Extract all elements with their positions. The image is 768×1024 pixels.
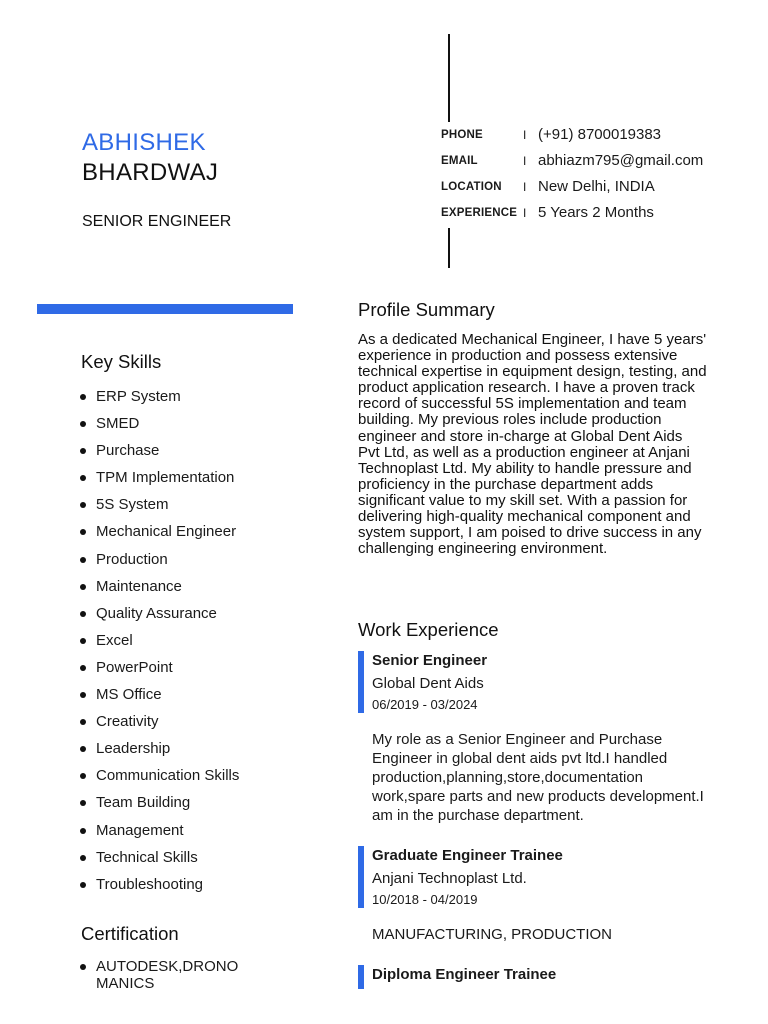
contact-experience <box>441 204 741 228</box>
skill-item: Leadership <box>80 737 300 764</box>
contact-separator: I <box>523 128 527 142</box>
skill-item: TPM Implementation <box>80 466 300 493</box>
job-accent-bar <box>358 651 364 713</box>
skill-item: Production <box>80 548 300 575</box>
skill-item: 5S System <box>80 493 300 520</box>
certification-list <box>80 958 280 992</box>
profile-heading: Profile Summary <box>358 299 495 320</box>
contact-phone <box>441 126 741 150</box>
skill-item: Technical Skills <box>80 846 300 873</box>
contact-value: (+91) 8700019383 <box>538 126 662 143</box>
contact-separator: I <box>523 180 527 194</box>
contact-label: LOCATION <box>441 181 502 193</box>
job-dates: 06/2019 - 03/2024 <box>372 697 478 712</box>
skills-heading: Key Skills <box>81 351 162 372</box>
contact-label: EMAIL <box>441 155 478 167</box>
contact-label: PHONE <box>441 129 483 141</box>
contact-separator: I <box>523 206 527 220</box>
contact-label: EXPERIENCE <box>441 207 518 219</box>
job-title: Diploma Engineer Trainee <box>372 966 557 983</box>
skill-item: Maintenance <box>80 575 300 602</box>
contact-value: New Delhi, INDIA <box>538 178 655 195</box>
skill-item: Communication Skills <box>80 764 300 791</box>
contact-location <box>441 178 741 202</box>
contact-value: abhiazm795@gmail.com <box>538 152 704 169</box>
skill-item: Excel <box>80 629 300 656</box>
contact-separator: I <box>523 154 527 168</box>
header-divider-bottom <box>448 228 450 268</box>
skills-list <box>80 385 300 900</box>
job-title: Senior Engineer <box>372 652 488 669</box>
job-accent-bar <box>358 965 364 989</box>
job-description: My role as a Senior Engineer and Purchase Engineer in global dent aids pvt ltd.I handled production,planning,store,documentation work,spare parts and new products development.I am in the purchase department. <box>372 731 704 824</box>
skill-item: Purchase <box>80 439 300 466</box>
work-heading: Work Experience <box>358 619 499 640</box>
skill-item: Team Building <box>80 791 300 818</box>
skill-item: Creativity <box>80 710 300 737</box>
job-title: SENIOR ENGINEER <box>82 213 232 230</box>
job-title: Graduate Engineer Trainee <box>372 847 563 864</box>
certification-item: AUTODESK,DRONO MANICS <box>80 958 280 992</box>
skill-item: Mechanical Engineer <box>80 520 300 547</box>
job-description: MANUFACTURING, PRODUCTION <box>372 926 612 943</box>
skill-item: PowerPoint <box>80 656 300 683</box>
contact-email <box>441 152 741 176</box>
skill-item: Quality Assurance <box>80 602 300 629</box>
first-name: ABHISHEK <box>82 129 206 156</box>
job-company: Global Dent Aids <box>372 675 484 692</box>
last-name: BHARDWAJ <box>82 159 219 186</box>
job-accent-bar <box>358 846 364 908</box>
skill-item: MS Office <box>80 683 300 710</box>
job-dates: 10/2018 - 04/2019 <box>372 892 478 907</box>
job-company: Anjani Technoplast Ltd. <box>372 870 527 887</box>
header-divider-top <box>448 34 450 122</box>
skill-item: Management <box>80 819 300 846</box>
skill-item: ERP System <box>80 385 300 412</box>
certification-heading: Certification <box>81 923 179 944</box>
profile-summary: As a dedicated Mechanical Engineer, I have 5 years' experience in production and possess extensive technical expertise in equipment design, testing, and product application research. I have a proven track record of successful 5S implementation and team building. My previous roles include production engineer and store in-charge at Global Dent Aids Pvt Ltd, as well as a production engineer at Anjani Technoplast Ltd. My ability to handle pressure and proficiency in the purchase department adds significant value to my skill set. With a passion for delivering high-quality mechanical component and system support, I am poised to drive success in any challenging engineering environment. <box>358 331 707 558</box>
skill-item: Troubleshooting <box>80 873 300 900</box>
contact-value: 5 Years 2 Months <box>538 204 654 221</box>
accent-bar <box>37 304 293 314</box>
skill-item: SMED <box>80 412 300 439</box>
